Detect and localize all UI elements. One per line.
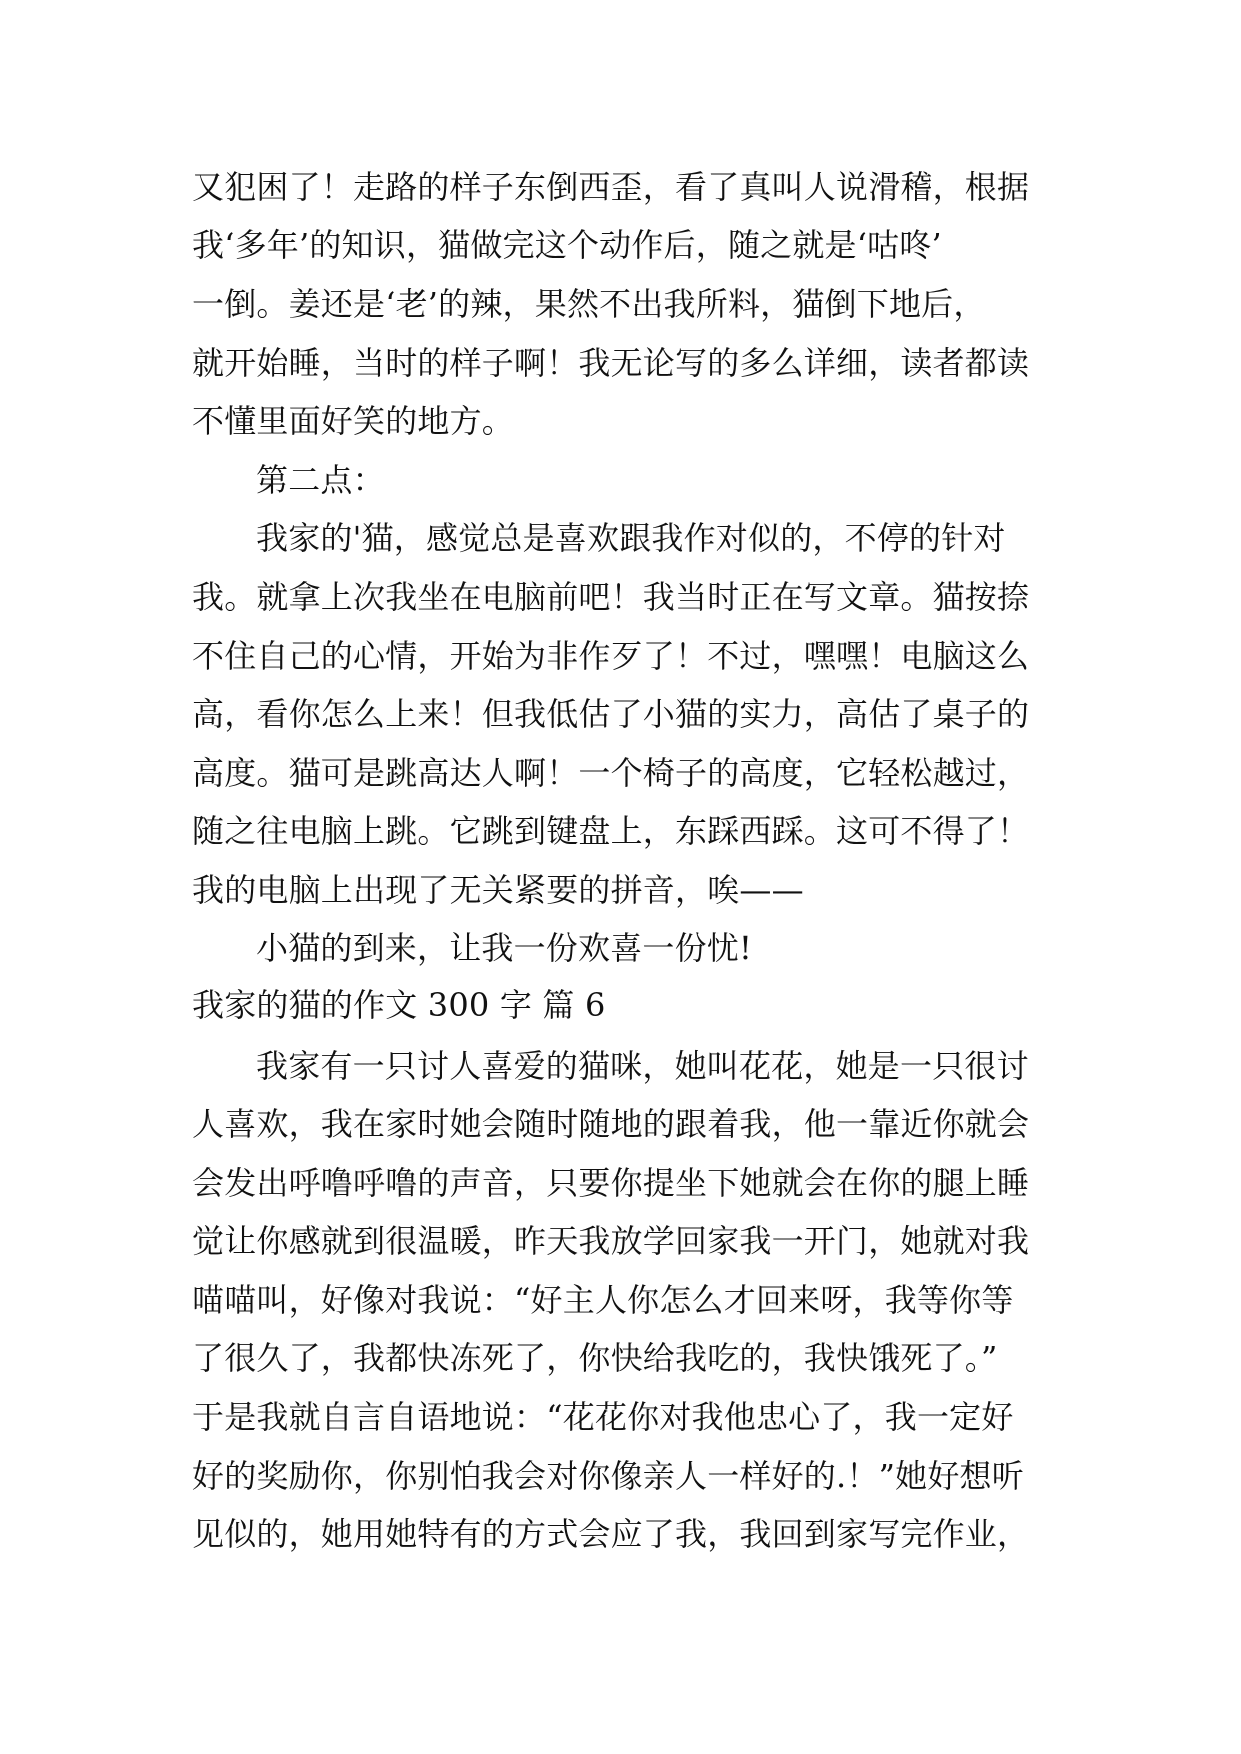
text-line: 不住自己的心情，开始为非作歹了！不过，嘿嘿！电脑这么 — [192, 637, 1030, 675]
text-line: 了很久了，我都快冻死了，你快给我吃的，我快饿死了。” — [192, 1339, 998, 1377]
text-line: 高，看你怎么上来！但我低估了小猫的实力，高估了桌子的 — [192, 695, 1030, 733]
text-line: 人喜欢，我在家时她会随时随地的跟着我，他一靠近你就会 — [192, 1105, 1030, 1143]
text-line: 一倒。姜还是‘老’的辣，果然不出我所料，猫倒下地后， — [192, 285, 986, 323]
text-line: 觉让你感就到很温暖，昨天我放学回家我一开门，她就对我 — [192, 1222, 1030, 1260]
text-line: 不懂里面好笑的地方。 — [192, 402, 515, 440]
text-line: 我家有一只讨人喜爱的猫咪，她叫花花，她是一只很讨 — [256, 1047, 1029, 1085]
text-line: 见似的，她用她特有的方式会应了我，我回到家写完作业， — [192, 1515, 1030, 1553]
text-line: 我家的'猫，感觉总是喜欢跟我作对似的，不停的针对 — [256, 519, 1006, 557]
text-line: 就开始睡，当时的样子啊！我无论写的多么详细，读者都读 — [192, 344, 1030, 382]
text-line: 好的奖励你，你别怕我会对你像亲人一样好的.！”她好想听 — [192, 1457, 1024, 1495]
text-line: 又犯困了！走路的样子东倒西歪，看了真叫人说滑稽，根据 — [192, 168, 1030, 206]
text-line: 随之往电脑上跳。它跳到键盘上，东踩西踩。这可不得了！ — [192, 812, 1030, 850]
essay-heading: 我家的猫的作文 300 字 篇 6 — [192, 986, 606, 1024]
text-line: 高度。猫可是跳高达人啊！一个椅子的高度，它轻松越过， — [192, 754, 1030, 792]
text-line: 于是我就自言自语地说：“花花你对我他忠心了，我一定好 — [192, 1398, 1014, 1436]
text-line: 小猫的到来，让我一份欢喜一份忧! — [256, 929, 753, 967]
section-label: 第二点： — [256, 461, 385, 499]
text-line: 会发出呼噜呼噜的声音，只要你提坐下她就会在你的腿上睡 — [192, 1164, 1030, 1202]
text-line: 我‘多年’的知识，猫做完这个动作后，随之就是‘咕咚’ — [192, 226, 942, 264]
text-line: 我的电脑上出现了无关紧要的拼音，唉—— — [192, 871, 804, 909]
text-line: 我。就拿上次我坐在电脑前吧！我当时正在写文章。猫按捺 — [192, 578, 1030, 616]
text-line: 喵喵叫，好像对我说：“好主人你怎么才回来呀，我等你等 — [192, 1281, 1014, 1319]
